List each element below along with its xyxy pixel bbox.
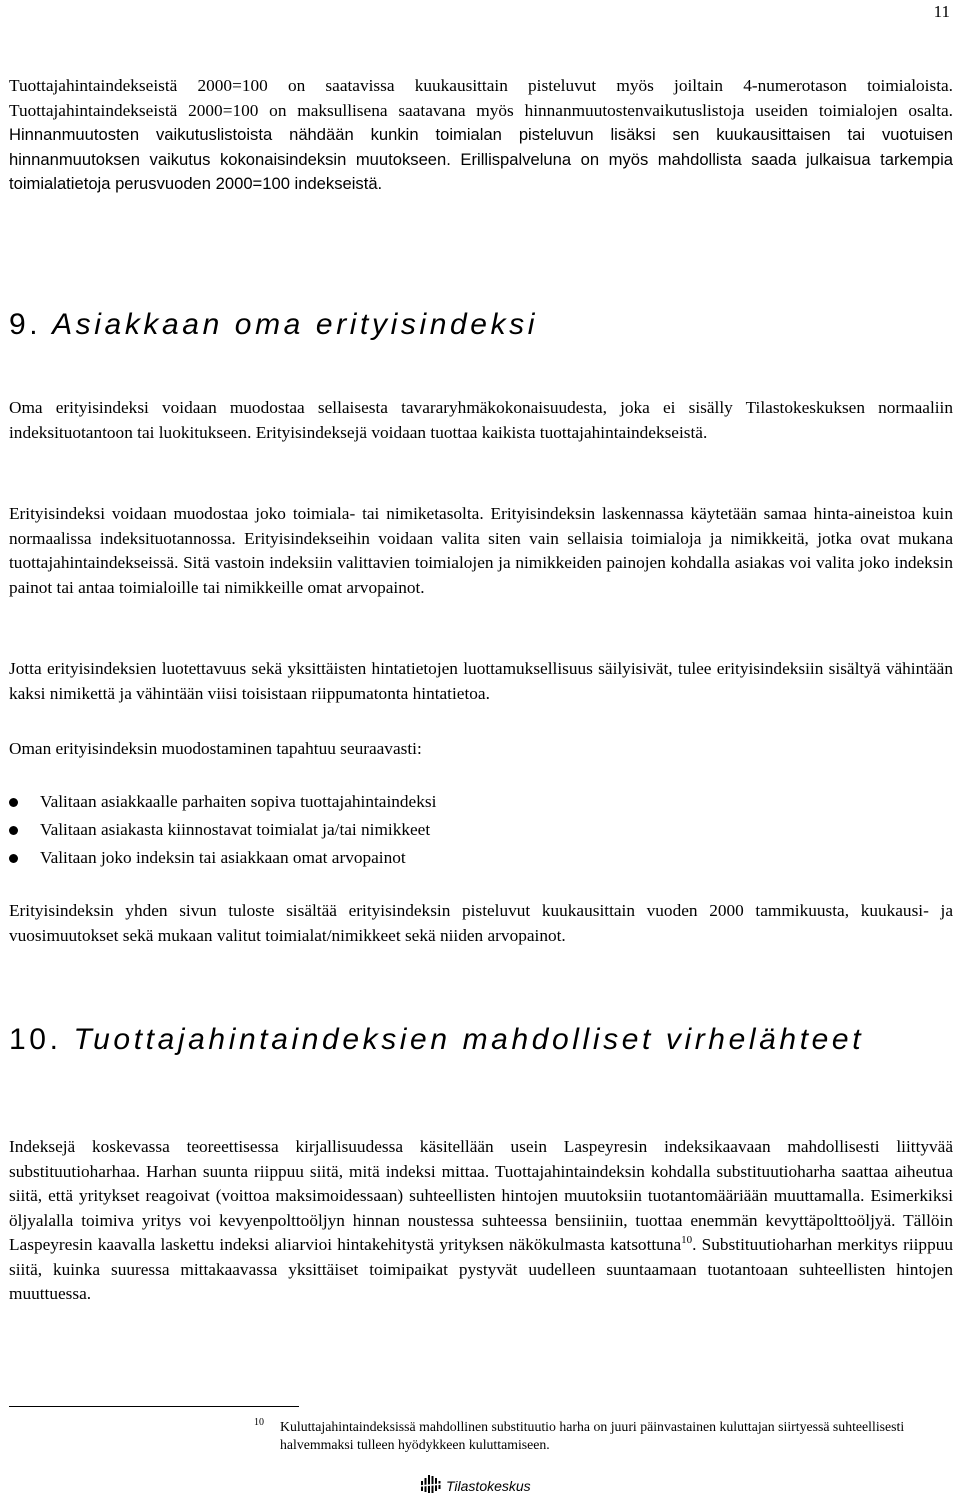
section-10-title: Tuottajahintaindeksien mahdolliset virhelähteet [73,1023,865,1056]
list-item-text: Valitaan joko indeksin tai asiakkaan omat arvopainot [40,848,406,867]
footnote-divider [9,1406,299,1407]
intro-paragraph [9,74,953,197]
section-9-paragraph-3: Jotta erityisindeksien luotettavuus sekä yksittäisten hintatietojen luottamuksellisuus säilyisivät, tulee erityisindeksiin sisältyä vähintään kaksi nimikettä ja vähintään viisi toisistaan riippumatonta hintatietoa. [9,659,953,703]
section-9-heading [9,308,538,342]
section-9-closing-paragraph: Erityisindeksin yhden sivun tuloste sisältää erityisindeksin pisteluvut kuukausittain vuoden 2000 tammikuusta, kuukausi- ja vuosimuutokset sekä mukaan valitut toimialat/nimikkeet sekä niiden arvopainot. [9,901,953,945]
page-number: 11 [933,2,950,21]
intro-sans-text: Hinnanmuutosten vaikutuslistoista nähdään kunkin toimialan pisteluvun lisäksi sen kuukausittaisen tai vuotuisen hinnanmuutoksen vaikutus kokonaisindeksin muutokseen. Erillispalveluna on myös mahdollista saada julkaisua tarkempia toimialatietoja perusvuoden 2000=100 indekseistä. [9,125,953,193]
section-9-paragraph-4: Oman erityisindeksin muodostaminen tapahtuu seuraavasti: [9,739,422,758]
tilastokeskus-logo [420,1475,531,1497]
footnote-mark: 10 [254,1417,264,1428]
bullet-icon [9,854,18,863]
section-10-text-after-note: . Substituutioharhan merkitys riippuu siitä, kuinka suuressa mittakaavassa yksittäiset toimipaikat pystyvät uudelleen suuntaamaan tuotantoaan suhteellisten hintojen muuttuessa. [9,1235,953,1303]
steps-list [9,788,436,872]
list-item [9,788,436,816]
section-10-text-before-note: Indeksejä koskevassa teoreettisessa kirjallisuudessa käsitellään usein Laspeyresin indeksikaavaan mahdollisesti liittyvää substituutioharhaa. Harhan suunta riippuu siitä, mitä indeksi mittaa. Tuottajahintaindeksin kohdalla substituutioharha saattaa aiheutua siitä, että yritykset reagoivat (voittoa maksimoidessaan) suhteellisten hintojen muutoksiin tuotantomääriään muuttamalla. Esimerkiksi öljyalalla toimiva yritys voi kevyenpolttoöljyn hinnan noustessa suhteessa bensiiniin, tuottaa enemmän kevyttäpolttoöljyä. Tällöin Laspeyresin kaavalla laskettu indeksi aliarvioi hintakehitystä yrityksen näkökulmasta katsottuna [9,1137,953,1254]
footnote-reference: 10 [681,1234,693,1247]
tilastokeskus-logo-icon [420,1473,442,1500]
list-item [9,844,436,872]
section-10-paragraph [9,1135,953,1307]
intro-serif-text: Tuottajahintaindekseistä 2000=100 on saatavissa kuukausittain pisteluvut myös joiltain 4-numerotason toimialoista. Tuottajahintaindekseistä 2000=100 on maksullisena saatavana myös hinnanmuutostenvaikutuslistoja useiden toimialojen osalta. [9,76,953,120]
footnote-text: Kuluttajahintaindeksissä mahdollinen substituutio harha on juuri päinvastainen kuluttajan siirtyessä suhteellisesti halvemmaksi tulleen hyödykkeen kuluttamiseen. [280,1419,905,1452]
section-10-number: 10. [9,1023,62,1056]
tilastokeskus-logo-text: Tilastokeskus [446,1478,531,1494]
section-9-number: 9. [9,308,42,341]
section-9-paragraph-1: Oma erityisindeksi voidaan muodostaa sellaisesta tavararyhmäkokonaisuudesta, joka ei sisälly Tilastokeskuksen normaaliin indeksituotantoon tai luokitukseen. Erityisindeksejä voidaan tuottaa kaikista tuottajahintaindekseistä. [9,398,953,442]
list-item-text: Valitaan asiakkaalle parhaiten sopiva tuottajahintaindeksi [40,792,437,811]
list-item-text: Valitaan asiakasta kiinnostavat toimialat ja/tai nimikkeet [40,820,431,839]
footnote [254,1418,954,1454]
section-10-heading [9,1023,864,1057]
bullet-icon [9,826,18,835]
bullet-icon [9,798,18,807]
section-9-paragraph-2: Erityisindeksi voidaan muodostaa joko toimiala- tai nimiketasolta. Erityisindeksin laskennassa käytetään samaa hinta-aineistoa kuin normaalissa indeksituotannossa. Erityisindekseihin voidaan valita siten vain sellaisia toimialoja ja nimikkeitä, jotka ovat mukana tuottajahintaindekseissä. Sitä vastoin indeksiin valittavien toimialojen ja nimikkeiden painojen kohdalla asiakas voi valita joko indeksin painot tai antaa toimialoille tai nimikkeille omat arvopainot. [9,504,953,597]
list-item [9,816,436,844]
section-9-title: Asiakkaan oma erityisindeksi [52,308,539,341]
